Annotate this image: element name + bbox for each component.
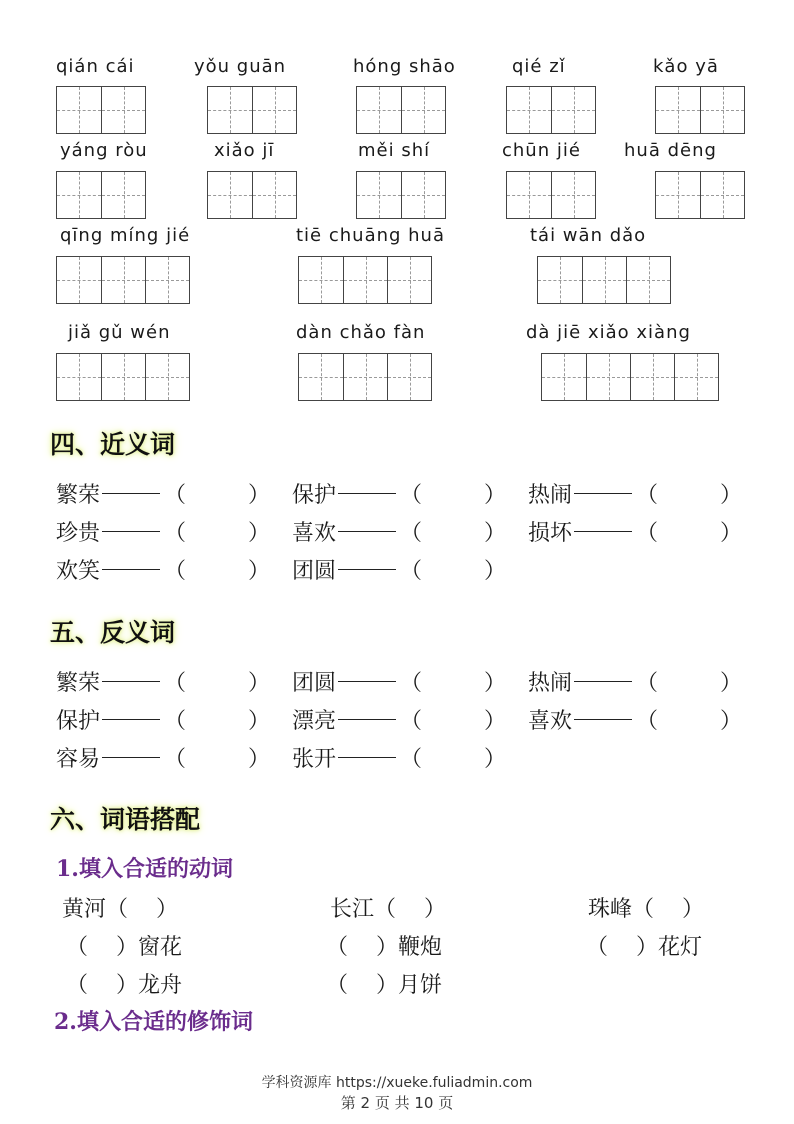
- writing-grid[interactable]: [506, 171, 596, 219]
- pinyin-label: tiē chuāng huā: [296, 225, 445, 246]
- pinyin-label: měi shí: [358, 140, 431, 161]
- writing-grid[interactable]: [56, 171, 146, 219]
- antonym-item[interactable]: 保护 （ ）: [56, 709, 271, 734]
- writing-grid[interactable]: [298, 256, 432, 304]
- pinyin-label: chūn jié: [502, 140, 581, 161]
- antonym-item[interactable]: 热闹 （ ）: [528, 671, 743, 696]
- writing-grid[interactable]: [537, 256, 671, 304]
- match-item[interactable]: （ ）龙舟: [66, 973, 183, 998]
- match-item[interactable]: 珠峰（ ）: [588, 897, 705, 922]
- synonym-item[interactable]: 喜欢 （ ）: [292, 521, 507, 546]
- writing-grid[interactable]: [207, 86, 297, 134]
- writing-grid[interactable]: [298, 353, 432, 401]
- synonym-item[interactable]: 繁荣 （ ）: [56, 483, 271, 508]
- match-item[interactable]: （ ）鞭炮: [326, 935, 443, 960]
- antonym-item[interactable]: 容易 （ ）: [56, 747, 271, 772]
- footer-source: 学科资源库 https://xueke.fuliadmin.com: [261, 1075, 533, 1091]
- match-item[interactable]: 黄河（ ）: [62, 897, 179, 922]
- antonym-item[interactable]: 繁荣 （ ）: [56, 671, 271, 696]
- synonym-item[interactable]: 保护 （ ）: [292, 483, 507, 508]
- subsection-title-verbs: 1.填入合适的动词: [56, 856, 233, 882]
- writing-grid[interactable]: [541, 353, 719, 401]
- writing-grid[interactable]: [356, 86, 446, 134]
- match-item[interactable]: 长江（ ）: [330, 897, 447, 922]
- pinyin-label: dàn chǎo fàn: [296, 322, 426, 343]
- pinyin-label: jiǎ gǔ wén: [68, 322, 171, 343]
- writing-grid[interactable]: [56, 353, 190, 401]
- antonym-item[interactable]: 团圆 （ ）: [292, 671, 507, 696]
- subsection-title-modifiers: 2.填入合适的修饰词: [54, 1009, 253, 1035]
- synonym-item[interactable]: 热闹 （ ）: [528, 483, 743, 508]
- section-title-word-matching: 六、词语搭配: [50, 805, 201, 834]
- synonym-item[interactable]: 欢笑 （ ）: [56, 559, 271, 584]
- match-item[interactable]: （ ）花灯: [586, 935, 703, 960]
- pinyin-label: tái wān dǎo: [530, 225, 647, 246]
- pinyin-label: kǎo yā: [653, 56, 719, 77]
- pinyin-label: dà jiē xiǎo xiàng: [526, 322, 691, 343]
- synonym-item[interactable]: 珍贵 （ ）: [56, 521, 271, 546]
- writing-grid[interactable]: [655, 171, 745, 219]
- page-number: 第 2 页 共 10 页: [340, 1094, 454, 1112]
- antonym-item[interactable]: 喜欢 （ ）: [528, 709, 743, 734]
- pinyin-label: qián cái: [56, 56, 135, 77]
- writing-grid[interactable]: [56, 86, 146, 134]
- writing-grid[interactable]: [356, 171, 446, 219]
- writing-grid[interactable]: [655, 86, 745, 134]
- antonym-item[interactable]: 张开 （ ）: [292, 747, 507, 772]
- pinyin-label: yǒu guān: [194, 56, 287, 77]
- writing-grid[interactable]: [207, 171, 297, 219]
- pinyin-label: huā dēng: [624, 140, 717, 161]
- antonym-item[interactable]: 漂亮 （ ）: [292, 709, 507, 734]
- pinyin-label: qīng míng jié: [60, 225, 191, 246]
- match-item[interactable]: （ ）月饼: [326, 973, 443, 998]
- synonym-item[interactable]: 团圆 （ ）: [292, 559, 507, 584]
- pinyin-label: xiǎo jī: [214, 140, 275, 161]
- pinyin-label: qié zǐ: [512, 56, 566, 77]
- section-title-synonyms: 四、近义词: [50, 430, 176, 459]
- match-item[interactable]: （ ）窗花: [66, 935, 183, 960]
- pinyin-label: yáng ròu: [60, 140, 148, 161]
- writing-grid[interactable]: [506, 86, 596, 134]
- writing-grid[interactable]: [56, 256, 190, 304]
- section-title-antonyms: 五、反义词: [50, 618, 176, 647]
- pinyin-label: hóng shāo: [353, 56, 456, 77]
- synonym-item[interactable]: 损坏 （ ）: [528, 521, 743, 546]
